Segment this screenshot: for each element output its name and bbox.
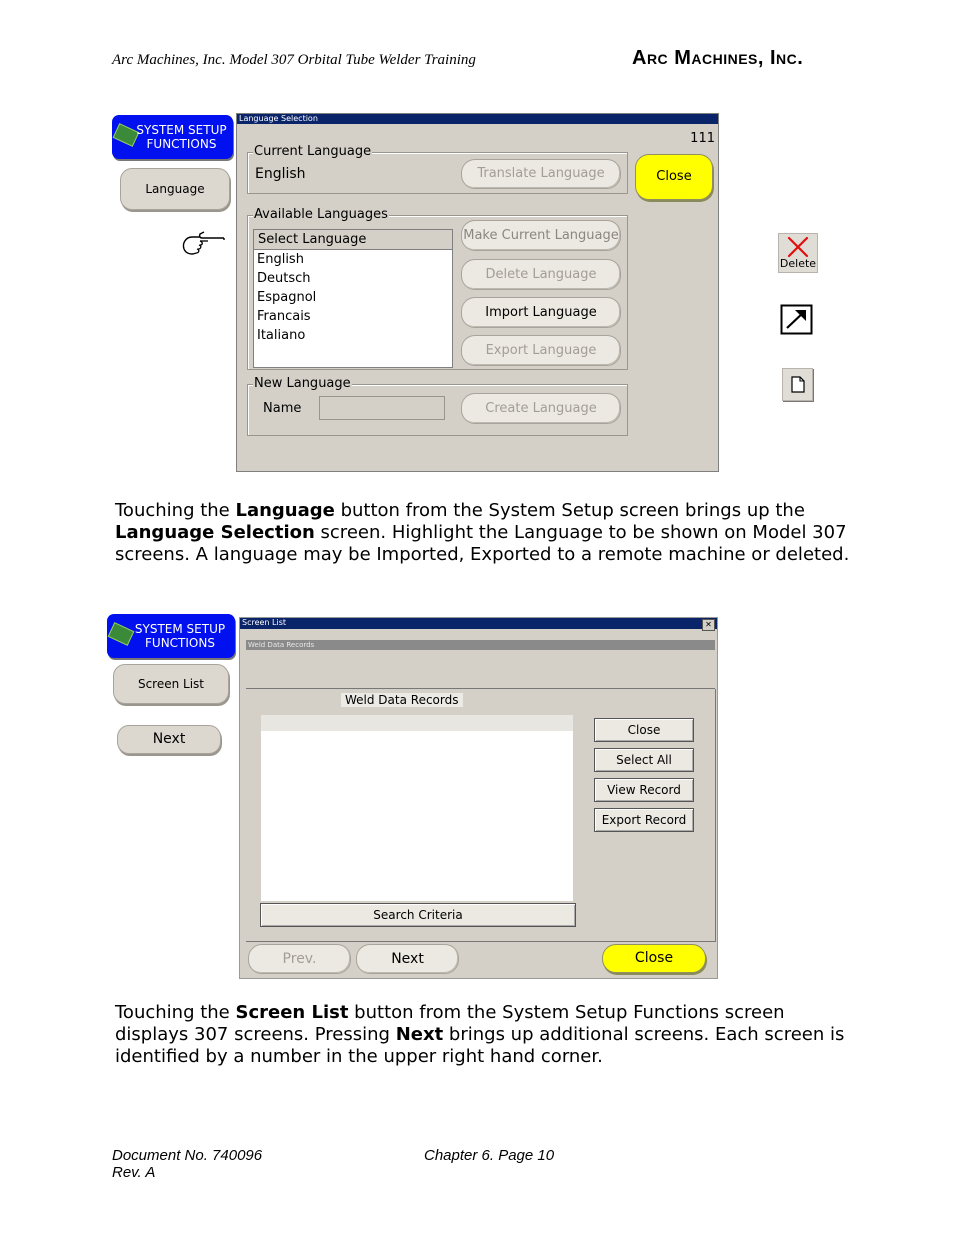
window-title: Screen List xyxy=(240,618,717,629)
name-label: Name xyxy=(263,401,302,416)
delete-icon-label: Delete xyxy=(779,257,817,270)
language-button[interactable]: Language xyxy=(120,168,230,210)
sub-title-bar: Weld Data Records xyxy=(246,640,715,650)
system-setup-label: SYSTEM SETUP xyxy=(136,123,227,137)
p2-text-1: Touching the xyxy=(115,1002,236,1023)
current-language-group xyxy=(247,144,628,194)
language-list-item[interactable]: Francais xyxy=(257,309,311,324)
p1-text-3: screen. Highlight the Language to be shown on Model 307 screens. A language may be Imported, Exported to a remote machine or deleted. xyxy=(115,522,850,565)
p2-bold-1: Screen List xyxy=(235,1002,349,1023)
language-list-item[interactable]: English xyxy=(257,252,304,267)
current-language-label: Current Language xyxy=(254,144,372,159)
screen-list-button[interactable]: Screen List xyxy=(113,664,229,704)
header-area xyxy=(246,652,715,689)
chapter-page: Chapter 6. Page 10 xyxy=(424,1147,555,1164)
new-language-label: New Language xyxy=(254,376,351,391)
language-selection-window xyxy=(236,113,719,472)
system-setup-functions-button[interactable] xyxy=(112,115,233,159)
weld-data-records-label: Weld Data Records xyxy=(341,693,463,707)
available-languages-label: Available Languages xyxy=(254,207,388,222)
document-number: Document No. 740096 xyxy=(112,1147,263,1164)
export-record-button[interactable]: Export Record xyxy=(594,808,694,832)
p1-text-1: Touching the xyxy=(115,500,236,521)
next-button[interactable]: Next xyxy=(356,944,459,974)
company-logo-text: Arc Machines, Inc. xyxy=(632,47,804,69)
screen-list-window xyxy=(239,617,718,979)
prev-button[interactable]: Prev. xyxy=(248,944,351,974)
language-list-item[interactable]: Espagnol xyxy=(257,290,317,305)
red-x-icon xyxy=(786,236,810,258)
revision: Rev. A xyxy=(112,1164,156,1181)
search-criteria-button[interactable]: Search Criteria xyxy=(260,903,576,927)
screen-number: 111 xyxy=(690,131,715,146)
language-listbox[interactable] xyxy=(253,229,453,368)
p2-text-2: button from the System Setup Functions screen displays 307 screens. Pressing xyxy=(115,1002,785,1045)
p1-text-2: button from the System Setup screen brings up the xyxy=(334,500,805,521)
system-setup-functions-button-2[interactable] xyxy=(107,614,235,658)
header-left-text: Arc Machines, Inc. Model 307 Orbital Tube Welder Training xyxy=(112,52,476,68)
name-input[interactable] xyxy=(319,396,445,420)
pointing-hand-icon xyxy=(180,229,226,261)
language-list-item[interactable]: Deutsch xyxy=(257,271,311,286)
paragraph-screen-list xyxy=(115,1002,850,1068)
new-language-group xyxy=(247,376,628,436)
system-setup-label: SYSTEM SETUP xyxy=(134,622,226,636)
translate-language-button[interactable]: Translate Language xyxy=(461,159,621,189)
records-list[interactable] xyxy=(261,731,573,901)
delete-icon-button[interactable] xyxy=(778,233,818,273)
close-x-icon[interactable]: ✕ xyxy=(702,619,715,631)
p2-text-3: brings up additional screens. Each screen is identified by a number in the upper right hand corner. xyxy=(115,1024,845,1067)
export-language-button[interactable]: Export Language xyxy=(461,335,621,366)
delete-language-button[interactable]: Delete Language xyxy=(461,259,621,290)
new-document-icon[interactable] xyxy=(782,368,813,401)
make-current-language-button[interactable]: Make Current Language xyxy=(461,220,621,251)
export-arrow-icon[interactable] xyxy=(780,304,814,340)
p1-bold-1: Language xyxy=(235,500,335,521)
close-button[interactable]: Close xyxy=(594,718,694,742)
available-languages-group xyxy=(247,207,628,370)
view-record-button[interactable]: View Record xyxy=(594,778,694,802)
window-title: Language Selection xyxy=(237,114,718,124)
p1-bold-2: Language Selection xyxy=(115,522,315,543)
functions-label: FUNCTIONS xyxy=(146,137,217,151)
p2-bold-2: Next xyxy=(395,1024,444,1045)
functions-label: FUNCTIONS xyxy=(145,636,215,650)
import-language-button[interactable]: Import Language xyxy=(461,297,621,328)
language-list-item[interactable]: Italiano xyxy=(257,328,306,343)
current-language-value: English xyxy=(255,166,306,182)
side-next-button[interactable]: Next xyxy=(117,725,221,754)
close-button[interactable]: Close xyxy=(635,154,713,200)
records-list-header xyxy=(261,715,573,731)
list-header: Select Language xyxy=(254,230,452,250)
paragraph-language xyxy=(115,500,850,566)
select-all-button[interactable]: Select All xyxy=(594,748,694,772)
create-language-button[interactable]: Create Language xyxy=(461,393,621,424)
language-list xyxy=(254,250,452,345)
bottom-close-button[interactable]: Close xyxy=(602,944,706,973)
